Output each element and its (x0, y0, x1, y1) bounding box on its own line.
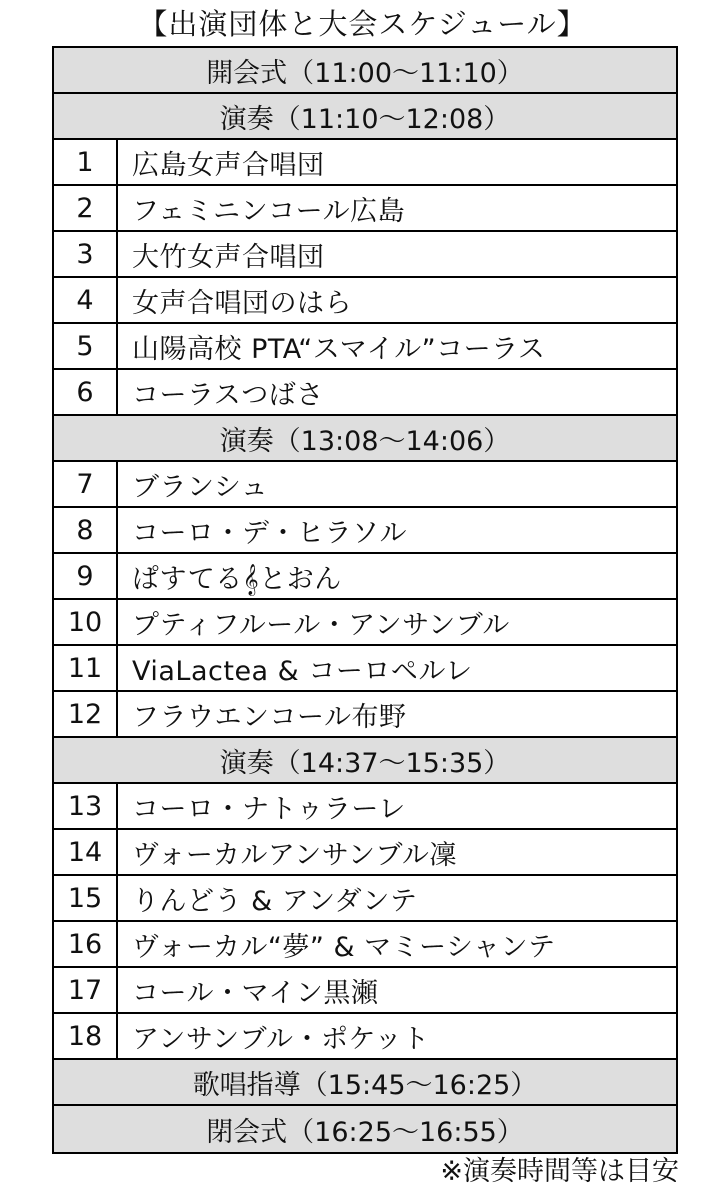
group-name: 大竹女声合唱団 (132, 241, 325, 273)
group-number: 18 (54, 1014, 118, 1058)
table-row (54, 692, 676, 738)
group-number: 3 (54, 232, 118, 276)
vocal-coaching-row: 歌唱指導（15:45〜16:25） (54, 1060, 676, 1106)
group-number: 7 (54, 462, 118, 506)
group-number: 1 (54, 140, 118, 184)
page-title: 【出演団体と大会スケジュール】 (138, 7, 587, 41)
group-name: コール・マイン黒瀬 (132, 977, 379, 1009)
group-number: 16 (54, 922, 118, 966)
group-number: 4 (54, 278, 118, 322)
table-row (54, 876, 676, 922)
group-name: コーラスつばさ (132, 379, 324, 411)
table-row (54, 1014, 676, 1060)
group-number: 13 (54, 784, 118, 828)
group-number: 15 (54, 876, 118, 920)
performance-block-2-header: 演奏（13:08〜14:06） (54, 416, 676, 462)
table-row (54, 600, 676, 646)
table-row (54, 554, 676, 600)
group-number: 17 (54, 968, 118, 1012)
group-number: 5 (54, 324, 118, 368)
table-row (54, 968, 676, 1014)
footnote: ※演奏時間等は目安 (440, 1156, 679, 1187)
table-row (54, 232, 676, 278)
group-name: 山陽高校 PTA“スマイル”コーラス (132, 333, 546, 365)
table-row (54, 784, 676, 830)
group-name: プティフルール・アンサンブル (132, 609, 510, 641)
performance-block-3-header: 演奏（14:37〜15:35） (54, 738, 676, 784)
table-row (54, 508, 676, 554)
group-name: ぱすてる𝄞とおん (132, 563, 342, 595)
schedule-table (52, 46, 678, 1154)
group-number: 8 (54, 508, 118, 552)
group-name: ViaLactea & コーロペルレ (132, 655, 473, 687)
group-number: 14 (54, 830, 118, 874)
closing-ceremony-row: 閉会式（16:25〜16:55） (54, 1106, 676, 1152)
group-name: フェミニンコール広島 (132, 195, 406, 227)
group-name: コーロ・ナトゥラーレ (132, 793, 406, 825)
table-row (54, 186, 676, 232)
table-row (54, 462, 676, 508)
group-name: コーロ・デ・ヒラソル (132, 517, 407, 549)
table-row (54, 278, 676, 324)
performance-block-1-header: 演奏（11:10〜12:08） (54, 94, 676, 140)
group-name: アンサンブル・ポケット (132, 1023, 430, 1055)
group-name: フラウエンコール布野 (132, 701, 407, 733)
group-number: 9 (54, 554, 118, 598)
group-number: 10 (54, 600, 118, 644)
table-row (54, 324, 676, 370)
group-name: ヴォーカルアンサンブル凜 (132, 839, 457, 871)
group-name: りんどう & アンダンテ (132, 885, 418, 917)
table-row (54, 830, 676, 876)
table-row (54, 922, 676, 968)
group-name: ヴォーカル“夢” & マミーシャンテ (132, 931, 556, 963)
table-row (54, 140, 676, 186)
group-number: 2 (54, 186, 118, 230)
group-number: 6 (54, 370, 118, 414)
group-name: ブランシュ (132, 471, 269, 503)
group-number: 11 (54, 646, 118, 690)
group-name: 女声合唱団のはら (132, 287, 352, 319)
table-row (54, 370, 676, 416)
group-name: 広島女声合唱団 (132, 149, 325, 181)
opening-ceremony-row: 開会式（11:00〜11:10） (54, 48, 676, 94)
table-row (54, 646, 676, 692)
group-number: 12 (54, 692, 118, 736)
